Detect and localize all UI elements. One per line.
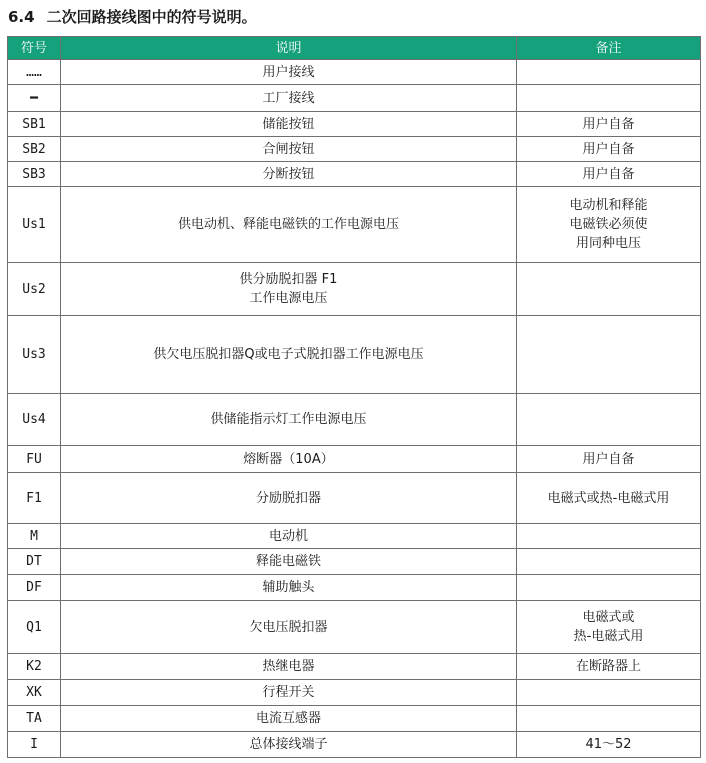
symbol-cell: K2 bbox=[8, 654, 61, 680]
description-cell: 释能电磁铁 bbox=[61, 549, 517, 575]
description-cell: 热继电器 bbox=[61, 654, 517, 680]
note-cell: 用户自备 bbox=[517, 162, 701, 187]
symbol-cell: FU bbox=[8, 446, 61, 473]
table-row bbox=[8, 60, 701, 85]
table-row bbox=[8, 524, 701, 549]
note-cell bbox=[517, 60, 701, 85]
symbol-cell: F1 bbox=[8, 473, 61, 524]
description-cell: 电动机 bbox=[61, 524, 517, 549]
note-cell: 在断路器上 bbox=[517, 654, 701, 680]
symbol-cell: DT bbox=[8, 549, 61, 575]
note-cell: 电动机和释能 电磁铁必须使 用同种电压 bbox=[517, 187, 701, 263]
symbol-cell: Q1 bbox=[8, 601, 61, 654]
table-row bbox=[8, 316, 701, 394]
table-row bbox=[8, 85, 701, 112]
note-cell: 用户自备 bbox=[517, 446, 701, 473]
table-row bbox=[8, 601, 701, 654]
description-cell: 分断按钮 bbox=[61, 162, 517, 187]
note-cell: 电磁式或热-电磁式用 bbox=[517, 473, 701, 524]
table-row bbox=[8, 162, 701, 187]
table-row bbox=[8, 187, 701, 263]
table-row bbox=[8, 706, 701, 732]
table-row bbox=[8, 732, 701, 758]
note-cell bbox=[517, 575, 701, 601]
description-cell: 供电动机、释能电磁铁的工作电源电压 bbox=[61, 187, 517, 263]
symbol-cell: SB1 bbox=[8, 112, 61, 137]
symbol-table bbox=[7, 36, 701, 758]
table-row bbox=[8, 473, 701, 524]
symbol-cell: TA bbox=[8, 706, 61, 732]
table-row bbox=[8, 680, 701, 706]
description-cell: 供储能指示灯工作电源电压 bbox=[61, 394, 517, 446]
table-row bbox=[8, 446, 701, 473]
symbol-cell: Us3 bbox=[8, 316, 61, 394]
section-title: 二次回路接线图中的符号说明。 bbox=[46, 8, 257, 26]
description-cell: 工厂接线 bbox=[61, 85, 517, 112]
note-cell bbox=[517, 263, 701, 316]
description-cell: 分励脱扣器 bbox=[61, 473, 517, 524]
table-row bbox=[8, 263, 701, 316]
table-header-row bbox=[8, 37, 701, 60]
description-cell: 辅助触头 bbox=[61, 575, 517, 601]
header-note: 备注 bbox=[517, 37, 701, 60]
note-cell: 用户自备 bbox=[517, 137, 701, 162]
note-cell bbox=[517, 706, 701, 732]
symbol-cell: Us2 bbox=[8, 263, 61, 316]
symbol-cell: SB3 bbox=[8, 162, 61, 187]
symbol-cell: XK bbox=[8, 680, 61, 706]
note-cell bbox=[517, 680, 701, 706]
description-cell: 总体接线端子 bbox=[61, 732, 517, 758]
symbol-cell: SB2 bbox=[8, 137, 61, 162]
table-row bbox=[8, 137, 701, 162]
note-cell: 电磁式或 热-电磁式用 bbox=[517, 601, 701, 654]
note-cell bbox=[517, 316, 701, 394]
note-cell bbox=[517, 524, 701, 549]
note-cell bbox=[517, 394, 701, 446]
symbol-cell: M bbox=[8, 524, 61, 549]
symbol-cell: ━ bbox=[8, 85, 61, 112]
header-description: 说明 bbox=[61, 37, 517, 60]
table-row bbox=[8, 394, 701, 446]
table-row bbox=[8, 575, 701, 601]
symbol-cell: Us4 bbox=[8, 394, 61, 446]
symbol-cell: DF bbox=[8, 575, 61, 601]
description-cell: 供欠电压脱扣器Q或电子式脱扣器工作电源电压 bbox=[61, 316, 517, 394]
symbol-cell: I bbox=[8, 732, 61, 758]
note-cell: 41～52 bbox=[517, 732, 701, 758]
description-cell: 用户接线 bbox=[61, 60, 517, 85]
description-cell: 合闸按钮 bbox=[61, 137, 517, 162]
table-row bbox=[8, 549, 701, 575]
section-number: 6.4 bbox=[8, 8, 35, 26]
note-cell: 用户自备 bbox=[517, 112, 701, 137]
description-cell: 行程开关 bbox=[61, 680, 517, 706]
description-cell: 储能按钮 bbox=[61, 112, 517, 137]
description-cell: 供分励脱扣器 F1 工作电源电压 bbox=[61, 263, 517, 316]
section-heading bbox=[8, 4, 257, 30]
table-row bbox=[8, 112, 701, 137]
symbol-cell: …… bbox=[8, 60, 61, 85]
note-cell bbox=[517, 85, 701, 112]
symbol-cell: Us1 bbox=[8, 187, 61, 263]
header-symbol: 符号 bbox=[8, 37, 61, 60]
table-row bbox=[8, 654, 701, 680]
description-cell: 欠电压脱扣器 bbox=[61, 601, 517, 654]
description-cell: 电流互感器 bbox=[61, 706, 517, 732]
note-cell bbox=[517, 549, 701, 575]
description-cell: 熔断器（10A） bbox=[61, 446, 517, 473]
